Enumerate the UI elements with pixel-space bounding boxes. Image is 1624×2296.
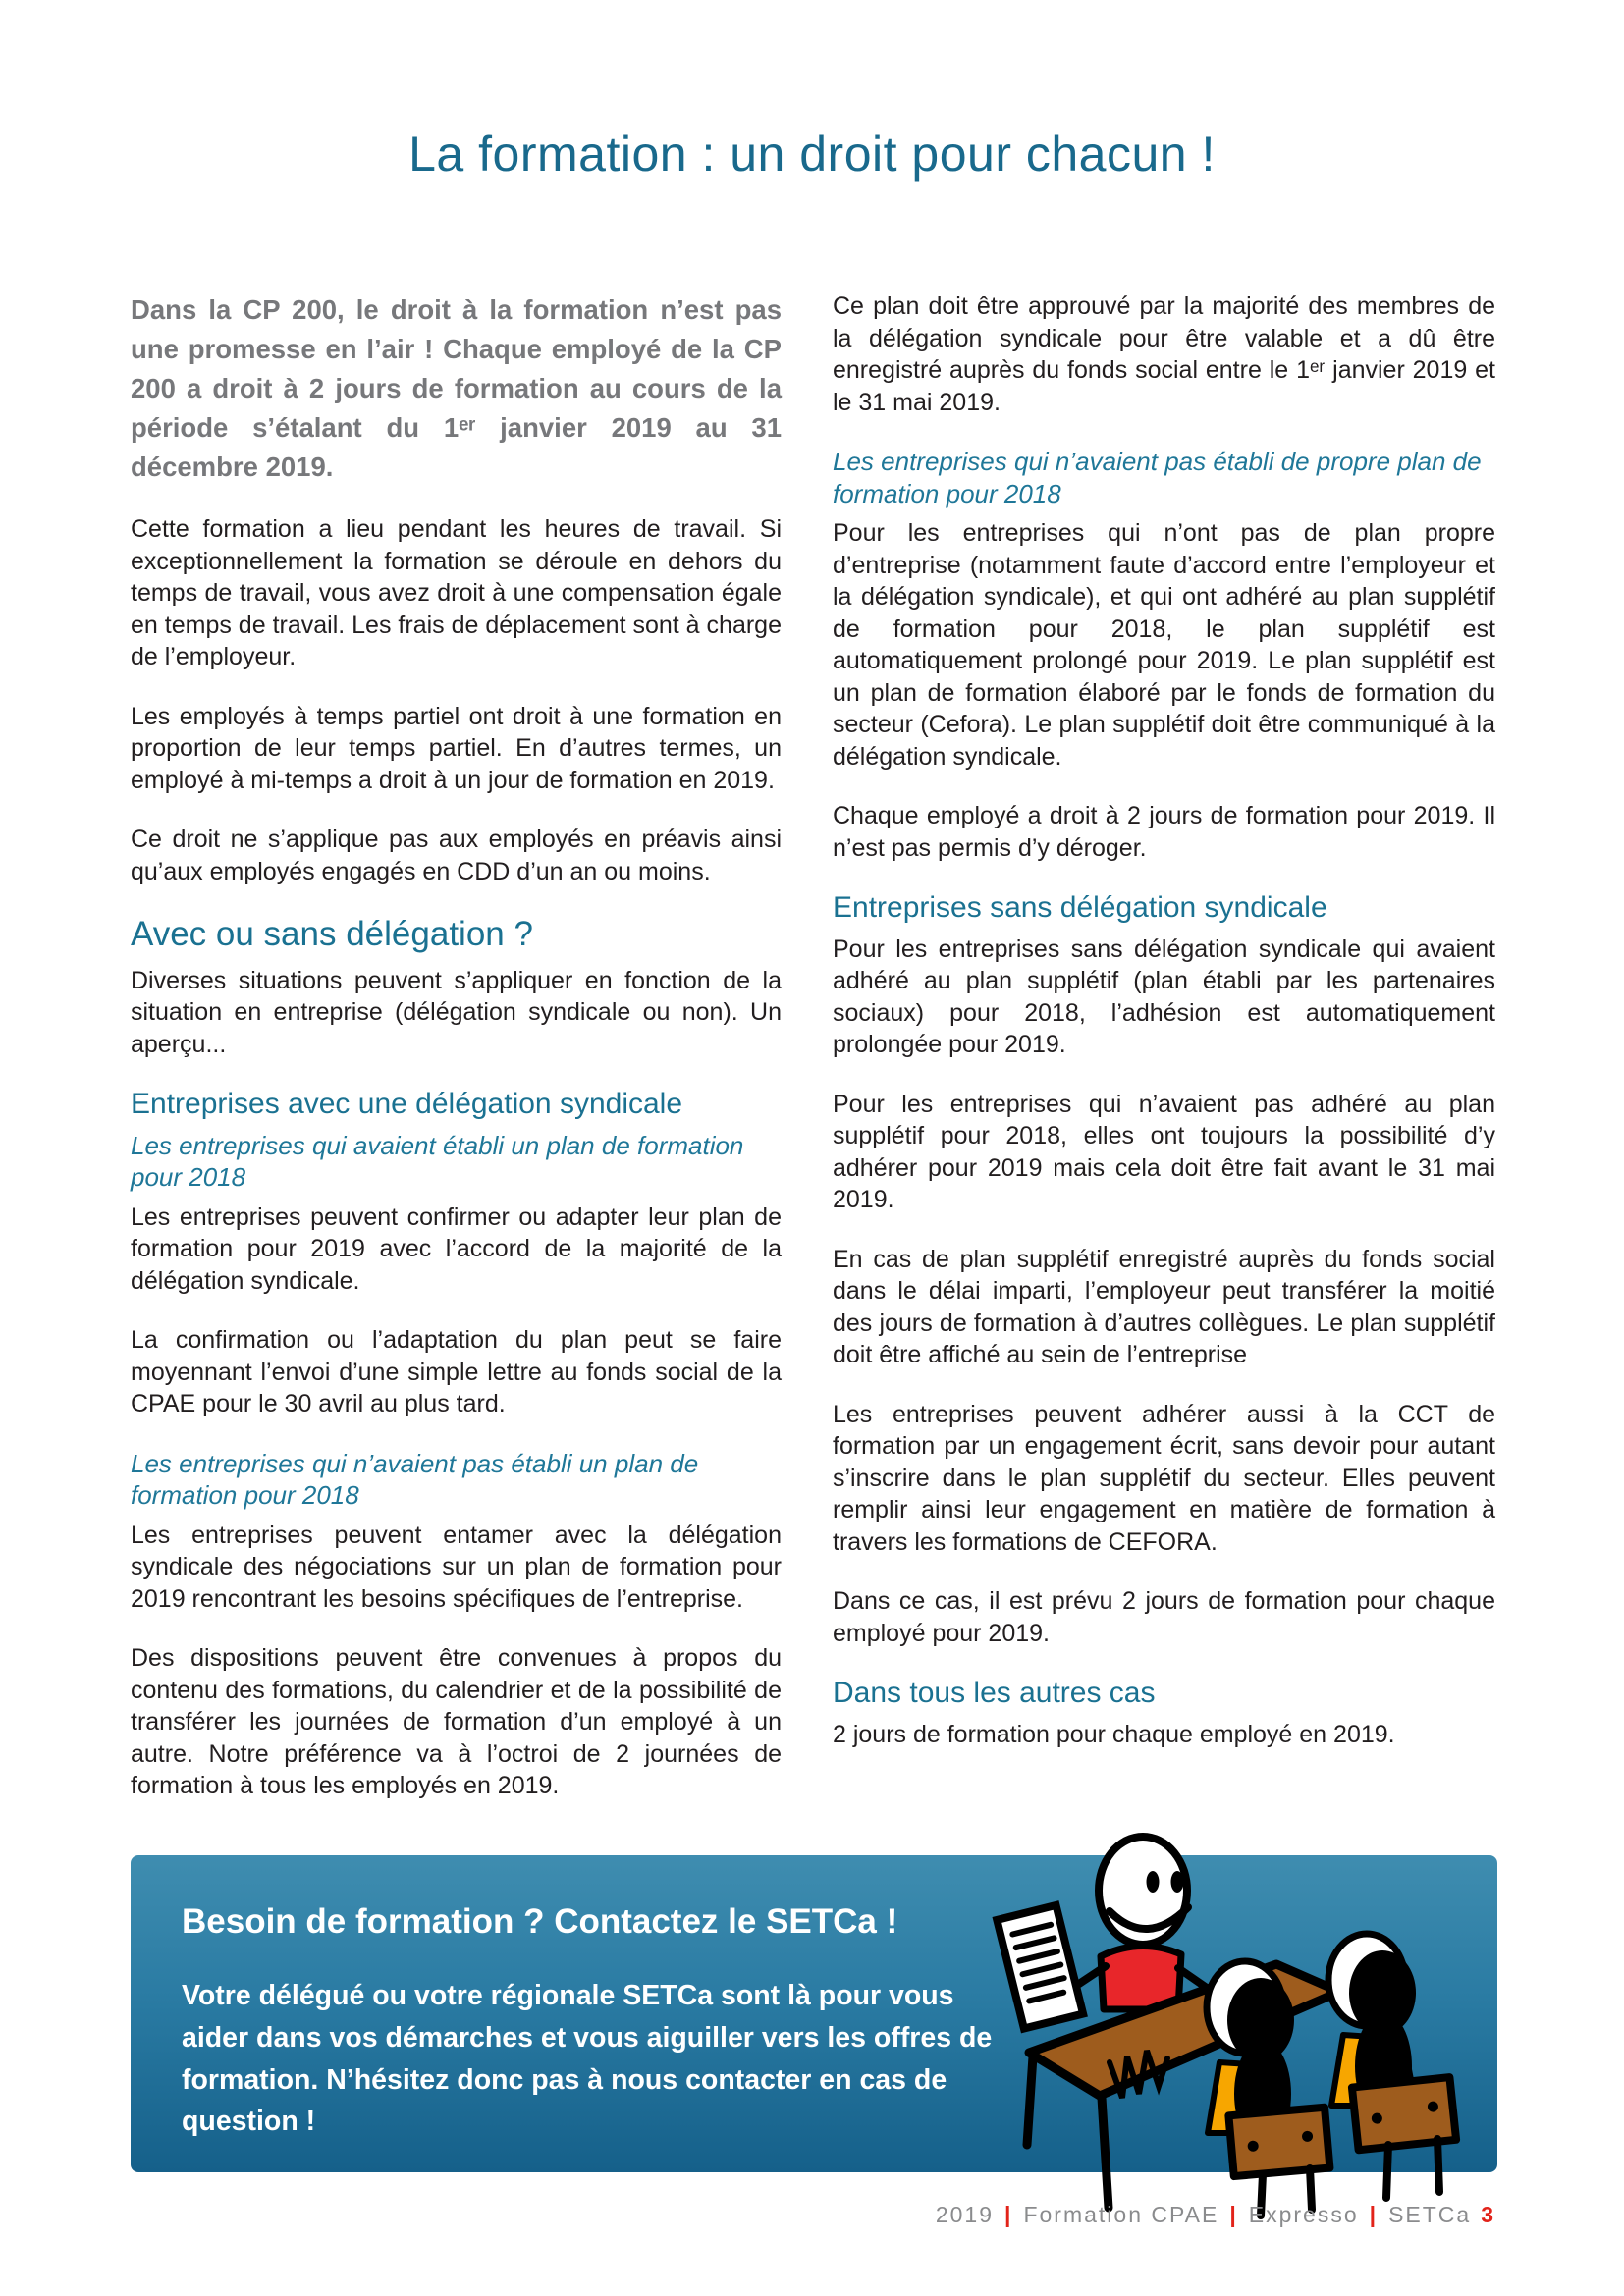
footer-publication: Formation CPAE [1023,2202,1219,2227]
page-number: 3 [1481,2202,1495,2227]
intro-paragraph: Dans la CP 200, le droit à la formation n’est pas une promesse en l’air ! Chaque employé de la CP 200 a droit à 2 jours de formation au cours de la période s’étalant du 1ᵉʳ janvier 2019 au 31 décembre 2019. [131,294,782,482]
footer-organisation: SETCa [1388,2202,1472,2227]
paragraph: En cas de plan supplétif enregistré auprès du fonds social dans le délai imparti, l’employeur peut transférer la moitié des jours de formation à d’autres collègues. Le plan supplétif doit être affiché au sein de l’entreprise [833,1245,1495,1368]
callout-title: Besoin de formation ? Contactez le SETCa ! [182,1902,898,1941]
section-heading-sans-delegation: Entreprises sans délégation syndicale [833,891,1327,924]
teacher-figure [1064,1837,1188,2009]
paragraph: Des dispositions peuvent être convenues à propos du contenu des formations, du calendrier et de la possibilité de transférer les journées de formation d’un employé à un autre. Notre préférence va à l’octroi de 2 journées de formation à tous les employés en 2019. [131,1644,782,1800]
paragraph: Pour les entreprises qui n’ont pas de plan propre d’entreprise (notamment faute d’accord entre l’employeur et la délégation syndicale), et qui ont adhéré au plan supplétif de formation pour 2018, le plan supplétif est automatiquement prolongé pour 2019. Le plan supplétif est un plan de formation élaboré par le fonds de formation du secteur (Cefora). Le plan supplétif doit être communiqué à la délégation syndicale. [833,519,1495,771]
footer-separator: | [1369,2202,1379,2227]
subheading-pas-de-propre-plan: Les entreprises qui n’avaient pas établi de propre plan de formation pour 2018 [833,447,1482,508]
paragraph: Les entreprises peuvent adhérer aussi à la CCT de formation par un engagement écrit, sans devoir pour autant s’inscrire dans le plan supplétif du secteur. Elles peuvent remplir ainsi leur engagement en matière de formation à travers les formations de CEFORA. [833,1400,1495,1556]
subheading-pas-de-plan: Les entreprises qui n’avaient pas établi un plan de formation pour 2018 [131,1448,699,1511]
paragraph: Dans ce cas, il est prévu 2 jours de formation pour chaque employé pour 2019. [833,1587,1495,1647]
paragraph: La confirmation ou l’adaptation du plan peut se faire moyennant l’envoi d’une simple lettre au fonds social de la CPAE pour le 30 avril au plus tard. [131,1326,782,1418]
left-column [131,291,782,1830]
paragraph: Chaque employé a droit à 2 jours de formation pour 2019. Il n’est pas permis d’y déroger. [833,802,1495,862]
student-figure [1328,1934,1456,2198]
section-heading-autres-cas: Dans tous les autres cas [833,1677,1156,1709]
paragraph: Pour les entreprises sans délégation syndicale qui avaient adhéré au plan supplétif (plan établi par les partenaires sociaux) pour 2018, l’adhésion est automatiquement prolongée pour 2019. [833,934,1495,1058]
section-heading-avec-delegation: Entreprises avec une délégation syndicale [131,1088,683,1121]
paragraph: Diverses situations peuvent s’appliquer en fonction de la situation en entreprise (délégation syndicale ou non). Un aperçu... [131,966,782,1058]
footer-year: 2019 [935,2202,995,2227]
paragraph: Les entreprises peuvent entamer avec la délégation syndicale des négociations sur un plan de formation pour 2019 rencontrant les besoins spécifiques de l’entreprise. [131,1521,782,1613]
footer-separator: | [1229,2202,1238,2227]
page-footer [936,2202,1495,2228]
paragraph: Cette formation a lieu pendant les heures de travail. Si exceptionnellement la formation se déroule en dehors du temps de travail, vous avez droit à une compensation égale en temps de travail. Les frais de déplacement sont à charge de l’employeur. [131,515,782,671]
section-heading-delegation: Avec ou sans délégation ? [131,915,533,954]
paragraph: Ce plan doit être approuvé par la majorité des membres de la délégation syndicale pour être valable et a dû être enregistré auprès du fonds social entre le 1ᵉʳ janvier 2019 et le 31 mai 2019. [833,293,1495,416]
paper-icon [997,1905,1083,2029]
subheading-plan-etabli: Les entreprises qui avaient établi un plan de formation pour 2018 [131,1130,744,1193]
classroom-illustration [984,1799,1514,2221]
right-column [833,291,1495,1778]
page-title: La formation : un droit pour chacun ! [408,127,1216,182]
footer-separator: | [1004,2202,1013,2227]
callout-body: Votre délégué ou votre régionale SETCa sont là pour vous aider dans vos démarches et vous aiguiller vers les offres de formation. N’hésitez donc pas à nous contacter en cas de question ! [182,1980,993,2138]
footer-edition: Expresso [1248,2202,1359,2227]
paragraph: Pour les entreprises qui n’avaient pas adhéré au plan supplétif pour 2018, elles ont toujours la possibilité d’y adhérer pour 2019 mais cela doit être fait avant le 31 mai 2019. [833,1090,1495,1213]
paragraph: Ce droit ne s’applique pas aux employés en préavis ainsi qu’aux employés engagés en CDD d’un an ou moins. [131,826,782,885]
paragraph: Les entreprises peuvent confirmer ou adapter leur plan de formation pour 2019 avec l’accord de la majorité de la délégation syndicale. [131,1202,782,1295]
paragraph: Les employés à temps partiel ont droit à une formation en proportion de leur temps partiel. En d’autres termes, un employé à mi-temps a droit à un jour de formation en 2019. [131,702,782,794]
paragraph: 2 jours de formation pour chaque employé en 2019. [833,1720,1395,1748]
